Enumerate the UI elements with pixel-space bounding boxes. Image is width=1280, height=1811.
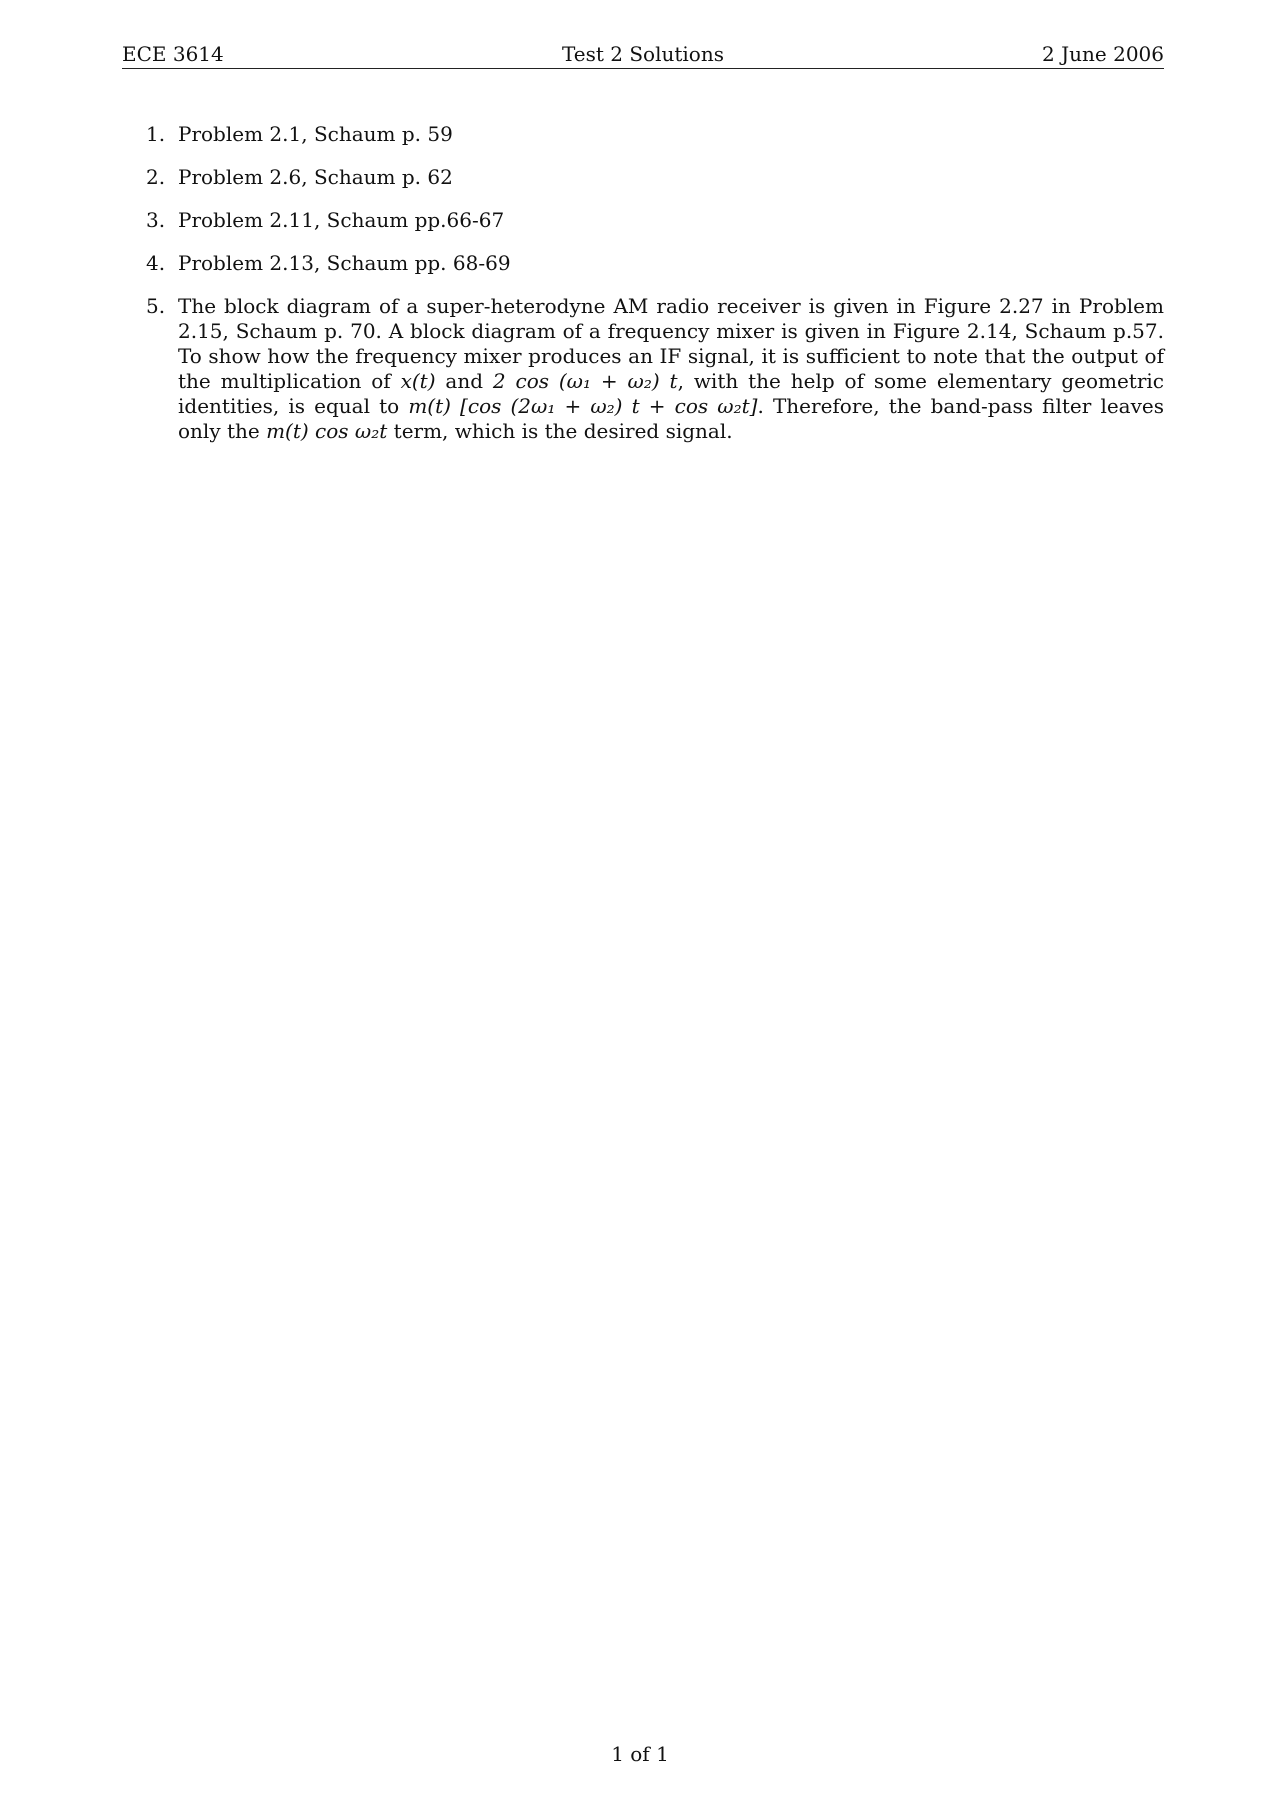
math-expression: m(t) cos ω₂t — [266, 419, 388, 443]
item-text: Problem 2.6, Schaum p. 62 — [178, 165, 453, 189]
item-number: 5. — [146, 294, 166, 318]
list-item — [122, 122, 1164, 147]
page-header — [122, 40, 1164, 69]
item-number: 1. — [146, 122, 166, 146]
list-item — [122, 251, 1164, 276]
course-code: ECE 3614 — [122, 42, 224, 66]
paragraph-text: . Therefore, the band-pass filter leaves only the — [178, 394, 1165, 443]
item-number: 4. — [146, 251, 166, 275]
paragraph-text: term, which is the desired signal. — [387, 419, 733, 443]
math-expression: x(t) — [400, 369, 436, 393]
document-title: Test 2 Solutions — [561, 42, 725, 66]
list-item — [122, 294, 1164, 444]
item-text: Problem 2.13, Schaum pp. 68-69 — [178, 251, 511, 275]
list-item — [122, 208, 1164, 233]
list-item — [122, 165, 1164, 190]
item-number: 3. — [146, 208, 166, 232]
item-number: 2. — [146, 165, 166, 189]
item-text: Problem 2.1, Schaum p. 59 — [178, 122, 453, 146]
item-paragraph — [178, 294, 1164, 444]
math-expression: m(t) [cos (2ω₁ + ω₂) t + cos ω₂t] — [408, 394, 758, 418]
solutions-list — [122, 122, 1164, 462]
paragraph-text: The block diagram of a super-heterodyne AM radio receiver is given in Figure 2.27 in Problem 2.15, Schaum p. 70. A block diagram of a frequency mixer is given in Figure 2.14, Schaum p.57. To show how the frequency mixer produces an IF signal, it is sufficient to note that the output of the multiplication of — [178, 294, 1164, 393]
paragraph-text: and — [435, 369, 493, 393]
item-text: Problem 2.11, Schaum pp.66-67 — [178, 208, 505, 232]
math-expression: 2 cos (ω₁ + ω₂) t — [492, 369, 678, 393]
document-date: 2 June 2006 — [1042, 42, 1164, 66]
page-number: 1 of 1 — [611, 1742, 669, 1766]
paragraph-text: , with the help of some elementary geometric identities, is equal to — [178, 369, 1164, 418]
